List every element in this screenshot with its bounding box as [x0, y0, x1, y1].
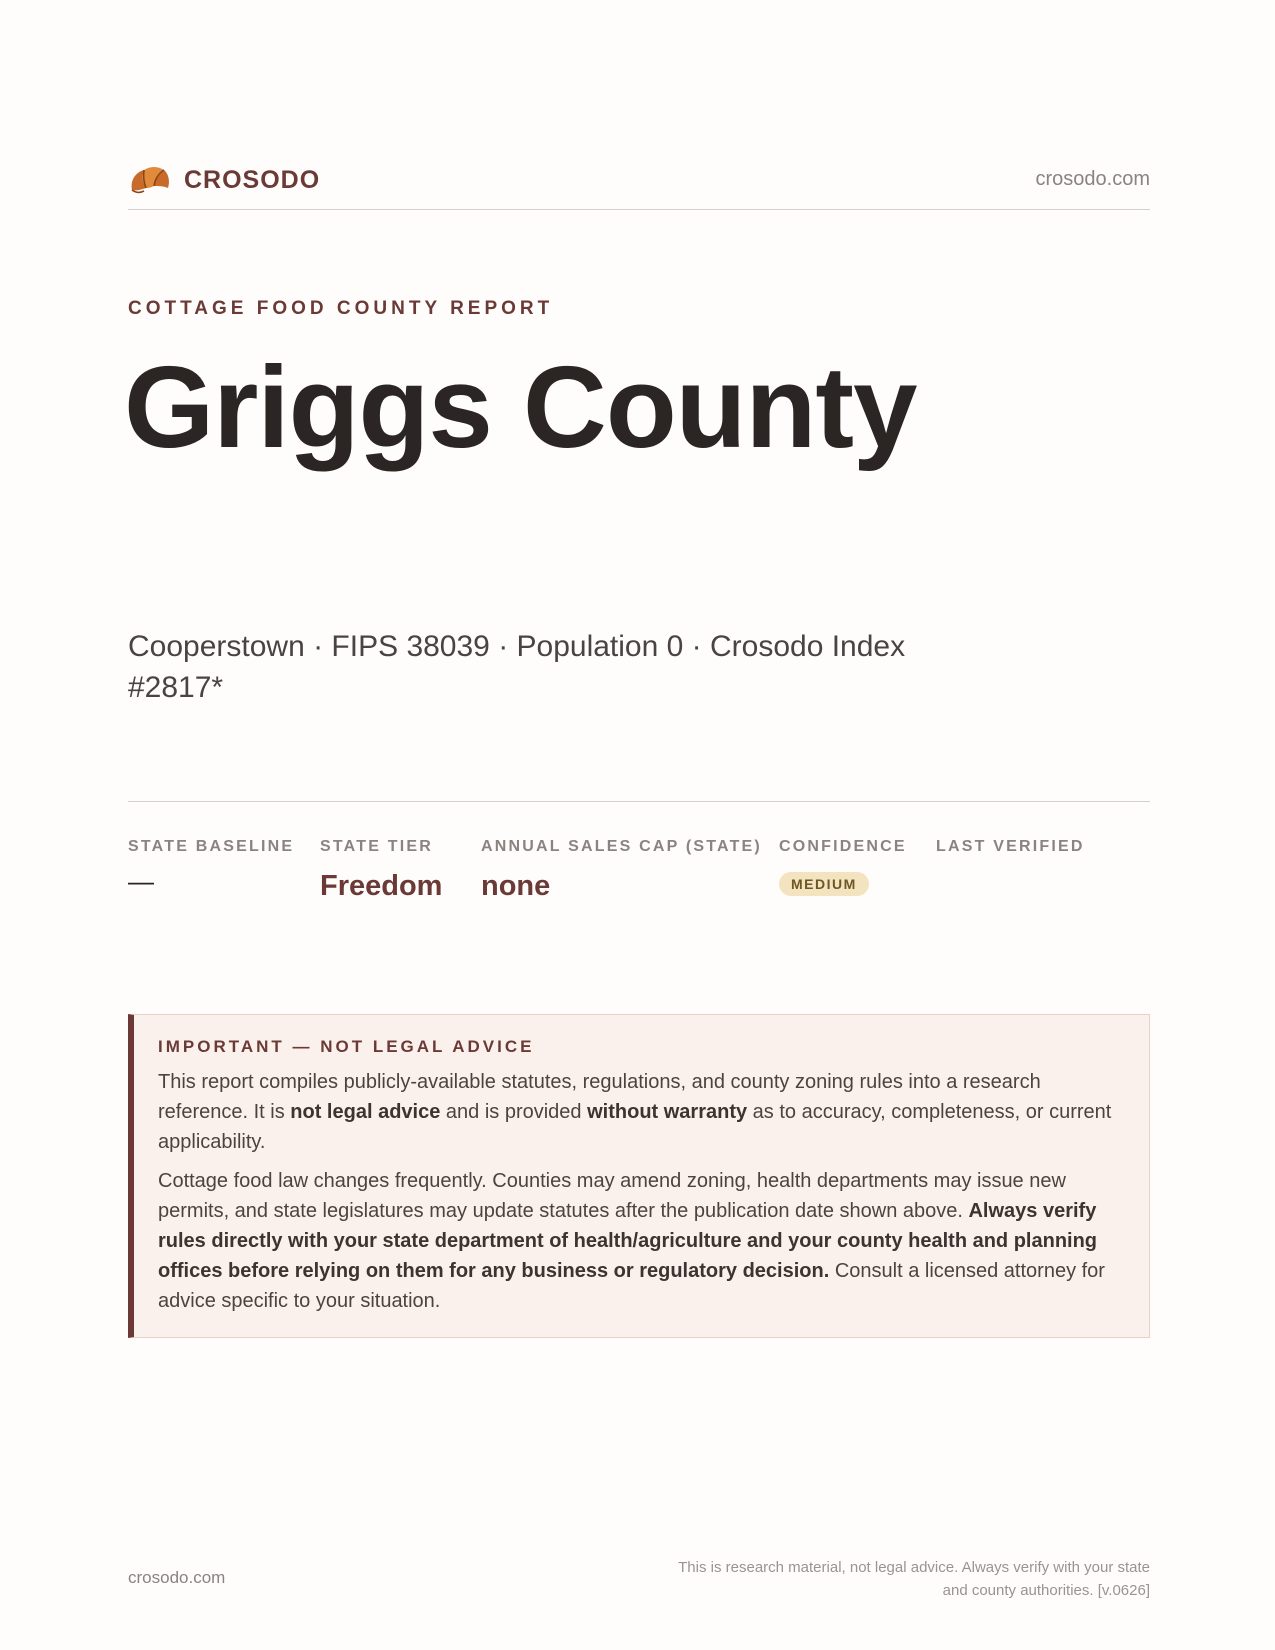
stat-label: CONFIDENCE [779, 838, 907, 855]
stats-row [128, 801, 1150, 911]
notice-paragraph [158, 1166, 1123, 1316]
croissant-icon [128, 160, 172, 200]
footer-disclaimer [590, 1556, 1150, 1602]
footer-disclaimer-line: This is research material, not legal advice. Always verify with your state [678, 1559, 1150, 1576]
page-header [128, 160, 1150, 210]
notice-text: Cottage food law changes frequently. Counties may amend zoning, health departments may issue new permits, and state legislatures may update statutes after the publication date shown above. [158, 1170, 1066, 1222]
notice-emphasis: not legal advice [290, 1101, 441, 1123]
site-link[interactable]: crosodo.com [1035, 168, 1150, 190]
brand-logo[interactable] [128, 160, 320, 200]
page-title: Griggs County [124, 342, 917, 472]
stat-state-baseline [128, 838, 294, 897]
county-subtitle: Cooperstown · FIPS 38039 · Population 0 · Crosodo Index #2817* [128, 630, 906, 704]
notice-emphasis: without warranty [587, 1101, 748, 1123]
notice-text: and is provided [440, 1101, 588, 1123]
confidence-badge: MEDIUM [779, 872, 869, 896]
stat-label: ANNUAL SALES CAP (STATE) [481, 838, 762, 855]
notice-title: IMPORTANT — NOT LEGAL ADVICE [158, 1037, 535, 1056]
stat-value: none [481, 870, 551, 902]
stat-last-verified [936, 838, 1085, 870]
footer-disclaimer-line: and county authorities. [v.0626] [942, 1582, 1150, 1599]
stat-value: Freedom [320, 870, 443, 902]
report-eyebrow: COTTAGE FOOD COUNTY REPORT [128, 298, 554, 319]
notice-text: as to accuracy, completeness, or current applicability. [158, 1101, 1112, 1153]
notice-paragraph [158, 1067, 1123, 1157]
footer-site-link[interactable]: crosodo.com [128, 1568, 226, 1587]
notice-text: This report compiles publicly-available statutes, regulations, and county zoning rules into a research reference. It is [158, 1071, 1041, 1123]
stat-label: LAST VERIFIED [936, 838, 1085, 855]
stat-label: STATE BASELINE [128, 838, 295, 855]
stat-value: — [128, 866, 154, 896]
legal-notice [128, 1014, 1150, 1338]
notice-emphasis: Always verify rules directly with your state department of health/agriculture and your county health and planning offices before relying on them for any business or regulatory decision. [158, 1200, 1098, 1282]
brand-name: CROSODO [184, 165, 321, 194]
stat-label: STATE TIER [320, 838, 433, 855]
notice-text: Consult a licensed attorney for advice specific to your situation. [158, 1260, 1105, 1312]
stat-sales-cap [481, 838, 762, 903]
stat-confidence [779, 838, 907, 896]
stat-state-tier [320, 838, 442, 903]
